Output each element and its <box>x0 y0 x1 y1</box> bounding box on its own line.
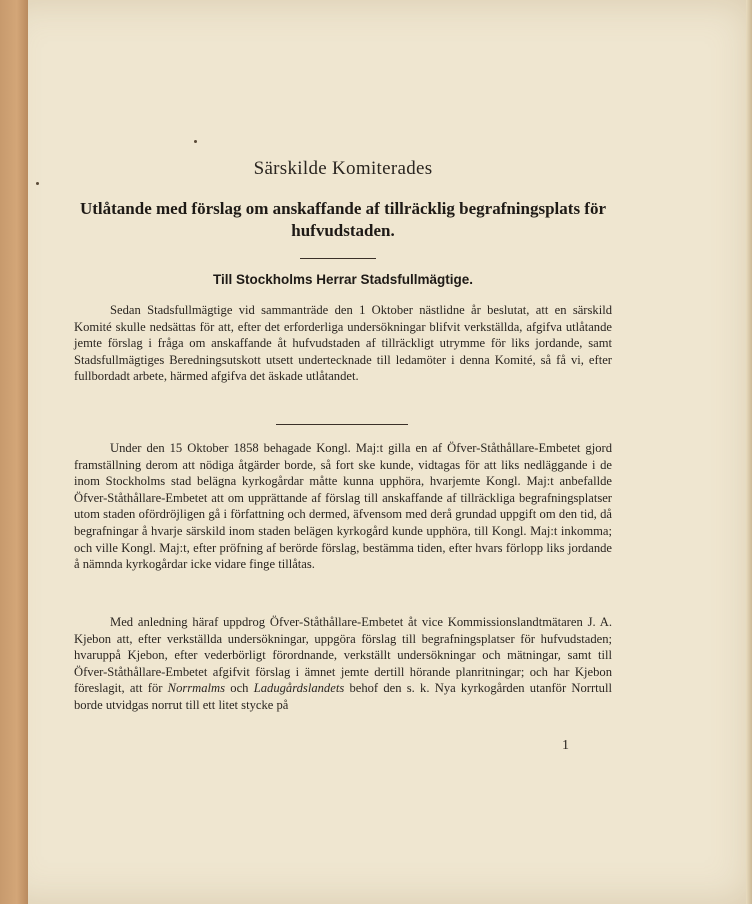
divider <box>300 258 376 259</box>
divider <box>276 424 408 425</box>
place-name: Norrmalms <box>167 681 226 696</box>
page-number: 1 <box>562 738 569 753</box>
paragraph: Sedan Stadsfullmägtige vid sammanträde den 1 Oktober nästlidne år beslutat, att en särskild Komité skulle nedsättas för att, efter det erforderliga undersökningar blifvit verkställda, afgifva utlåtande jemte förslag i fråga om anskaffande åt hufvudstaden af tillräckligt utrymme för liks jordande, samt Stadsfullmägtiges Beredningsutskott utsett undertecknade till ledamöter i denna Komité, så få vi, efter fullbordadt arbete, härmed afgifva det äskade utlåtandet. <box>74 303 612 384</box>
page-edge <box>746 0 752 904</box>
document-subtitle: Utlåtande med förslag om anskaffande af tillräcklig begrafningsplats för hufvudstaden. <box>79 199 607 240</box>
document-title: Särskilde Komiterades <box>253 158 433 179</box>
paragraph-text: behof den s. k. Nya kyrkogården utanför Norrtull borde utvidgas norrut till ett litet stycke på <box>74 681 612 712</box>
binding-strip <box>0 0 28 904</box>
paragraph: Under den 15 Oktober 1858 behagade Kongl. Maj:t gilla en af Öfver-Ståthållare-Embetet gjord framställning derom att nödiga åtgärder borde, så fort ske kunde, vidtagas för att liks nedläggande i de inom Stockholms stad belägna kyrkogårdar måtte kunna upphöra, hvarjemte Kongl. Maj:t anbefallde Öfver-Ståthållare-Embetet att om upprättande af förslag till anskaffande af tillräckliga begrafningsplatser utom staden ofördröjligen gå i författning och dermed, äfvensom med derå grundad uppgift om den tid, då begrafningar å hvarje särskild inom staden belägen kyrkogård kunde upphöra, till Kongl. Maj:t inkomma; och ville Kongl. Maj:t, efter pröfning af berörde förslag, bestämma tiden, efter hvars förlopp liks jordande å nämnda kyrkogårdar icke vidare finge tillåtas. <box>74 441 612 572</box>
paragraph <box>74 614 612 714</box>
paragraph-text: och <box>230 681 249 696</box>
salutation: Till Stockholms Herrar Stadsfullmägtige. <box>212 272 474 287</box>
paragraph-text: Med anledning häraf uppdrog Öfver-Ståthållare-Embetet åt vice Kommissionslandtmätaren J. A. Kjebon att, efter verkställda undersökningar, uppgöra förslag till begrafningsplatser för hufvudstaden; hvaruppå Kjebon, efter vederbörligt förordnande, verkställt undersökningar och mätningar, samt till Öfver-Ståthållare-Embetet afgifvit förslag i ämnet jemte dertill hörande planritningar; och har Kjebon föreslagit, att för <box>74 615 612 696</box>
paper-speck <box>36 182 39 185</box>
place-name: Ladugårdslandets <box>253 681 345 696</box>
paper-speck <box>194 140 197 143</box>
